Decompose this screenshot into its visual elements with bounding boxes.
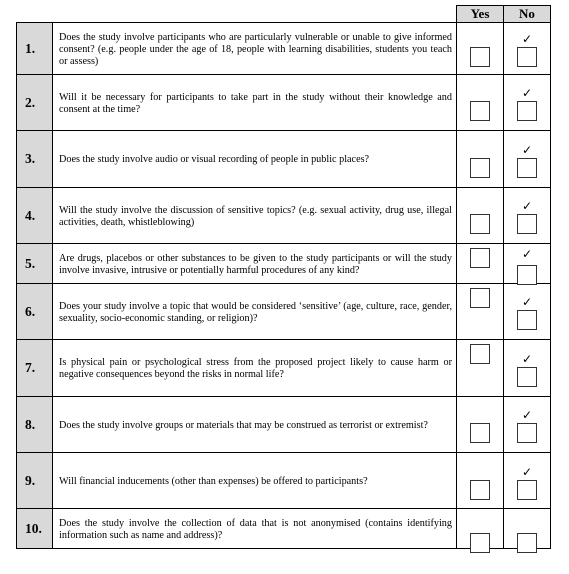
no-checkbox[interactable] bbox=[517, 214, 537, 234]
no-cell bbox=[504, 188, 551, 244]
yes-column-header: Yes bbox=[457, 6, 504, 23]
yes-checkbox[interactable] bbox=[470, 288, 490, 308]
question-text: Is physical pain or psychological stress from the proposed project likely to cause harm or negative consequences beyond the risks in normal life? bbox=[53, 340, 457, 397]
ethics-checklist bbox=[16, 5, 550, 549]
yes-checkbox[interactable] bbox=[470, 533, 490, 553]
yes-cell bbox=[457, 340, 504, 397]
no-cell bbox=[504, 244, 551, 284]
yes-cell bbox=[457, 397, 504, 453]
checkmark-icon: ✓ bbox=[522, 247, 533, 261]
no-checkbox[interactable] bbox=[517, 423, 537, 443]
yes-cell bbox=[457, 244, 504, 284]
no-cell bbox=[504, 397, 551, 453]
no-cell bbox=[504, 509, 551, 549]
yes-checkbox[interactable] bbox=[470, 158, 490, 178]
question-text: Does the study involve audio or visual recording of people in public places? bbox=[53, 131, 457, 188]
no-checkbox[interactable] bbox=[517, 101, 537, 121]
yes-cell bbox=[457, 188, 504, 244]
yes-checkbox[interactable] bbox=[470, 423, 490, 443]
question-text: Does the study involve groups or materials that may be construed as terrorist or extremist? bbox=[53, 397, 457, 453]
question-text: Will financial inducements (other than expenses) be offered to participants? bbox=[53, 453, 457, 509]
question-row bbox=[17, 509, 551, 549]
yes-checkbox[interactable] bbox=[470, 101, 490, 121]
yes-cell bbox=[457, 453, 504, 509]
no-cell bbox=[504, 75, 551, 131]
question-row bbox=[17, 453, 551, 509]
question-text: Does the study involve the collection of data that is not anonymised (contains identifying information such as name and address)? bbox=[53, 509, 457, 549]
yes-checkbox[interactable] bbox=[470, 214, 490, 234]
question-text: Does the study involve participants who are particularly vulnerable or unable to give informed consent? (e.g. people under the age of 18, people with learning disabilities, students you teach or assess) bbox=[53, 23, 457, 75]
question-row bbox=[17, 284, 551, 340]
yes-checkbox[interactable] bbox=[470, 344, 490, 364]
question-number: 8. bbox=[17, 397, 53, 453]
yes-checkbox[interactable] bbox=[470, 480, 490, 500]
yes-cell bbox=[457, 131, 504, 188]
checkmark-icon: ✓ bbox=[522, 199, 533, 213]
question-number: 3. bbox=[17, 131, 53, 188]
checkmark-icon: ✓ bbox=[522, 143, 533, 157]
no-checkbox[interactable] bbox=[517, 310, 537, 330]
yes-cell bbox=[457, 284, 504, 340]
no-checkbox[interactable] bbox=[517, 158, 537, 178]
no-checkbox[interactable] bbox=[517, 47, 537, 67]
question-row bbox=[17, 23, 551, 75]
yes-checkbox[interactable] bbox=[470, 248, 490, 268]
yes-checkbox[interactable] bbox=[470, 47, 490, 67]
no-checkbox[interactable] bbox=[517, 480, 537, 500]
yes-cell bbox=[457, 75, 504, 131]
no-checkbox[interactable] bbox=[517, 265, 537, 285]
question-number: 7. bbox=[17, 340, 53, 397]
checkmark-icon: ✓ bbox=[522, 352, 533, 366]
checkmark-icon: ✓ bbox=[522, 295, 533, 309]
question-text: Are drugs, placebos or other substances to be given to the study participants or will the study involve invasive, intrusive or potentially harmful procedures of any kind? bbox=[53, 244, 457, 284]
question-number: 9. bbox=[17, 453, 53, 509]
checkmark-icon: ✓ bbox=[522, 408, 533, 422]
no-checkbox[interactable] bbox=[517, 367, 537, 387]
no-cell bbox=[504, 131, 551, 188]
no-cell bbox=[504, 340, 551, 397]
question-number: 2. bbox=[17, 75, 53, 131]
question-text: Will it be necessary for participants to take part in the study without their knowledge and consent at the time? bbox=[53, 75, 457, 131]
question-text: Will the study involve the discussion of sensitive topics? (e.g. sexual activity, drug use, illegal activities, death, whistleblowing) bbox=[53, 188, 457, 244]
question-number: 6. bbox=[17, 284, 53, 340]
no-column-header: No bbox=[504, 6, 551, 23]
question-row bbox=[17, 75, 551, 131]
no-checkbox[interactable] bbox=[517, 533, 537, 553]
question-row bbox=[17, 340, 551, 397]
question-text: Does your study involve a topic that would be considered ‘sensitive’ (age, culture, race, gender, sexuality, socio-economic standing, or religion)? bbox=[53, 284, 457, 340]
checkmark-icon: ✓ bbox=[522, 465, 533, 479]
header-spacer bbox=[17, 6, 457, 23]
no-cell bbox=[504, 453, 551, 509]
yes-cell bbox=[457, 509, 504, 549]
checkmark-icon: ✓ bbox=[522, 32, 533, 46]
question-number: 4. bbox=[17, 188, 53, 244]
question-row bbox=[17, 397, 551, 453]
no-cell bbox=[504, 284, 551, 340]
question-row bbox=[17, 131, 551, 188]
checklist-table bbox=[16, 5, 551, 549]
question-number: 5. bbox=[17, 244, 53, 284]
yes-cell bbox=[457, 23, 504, 75]
question-number: 1. bbox=[17, 23, 53, 75]
question-row bbox=[17, 244, 551, 284]
question-row bbox=[17, 188, 551, 244]
question-number: 10. bbox=[17, 509, 53, 549]
checkmark-icon: ✓ bbox=[522, 86, 533, 100]
no-cell bbox=[504, 23, 551, 75]
